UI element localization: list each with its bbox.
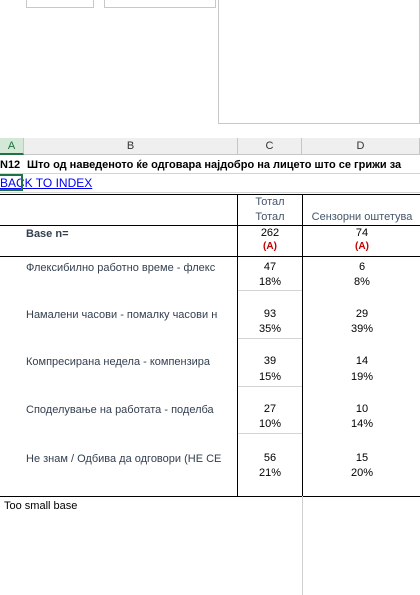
active-cell-border xyxy=(0,174,23,191)
column-header-b[interactable]: B xyxy=(24,138,238,155)
row-label: Флексибилно работно време - флекс xyxy=(26,262,216,274)
row-c-pct: 18% xyxy=(258,276,282,288)
row-label: Споделување на работата - поделба xyxy=(26,404,214,416)
row-c-count: 47 xyxy=(263,261,277,273)
row-d-pct: 39% xyxy=(350,323,374,335)
footnote-too-small-base: Too small base xyxy=(4,500,78,512)
header-segment-d: Сензорни оштетува xyxy=(311,211,413,223)
base-label: Base n= xyxy=(26,228,69,240)
column-header-a[interactable]: A xyxy=(0,138,24,155)
row-d-pct: 14% xyxy=(350,418,374,430)
column-header-c[interactable]: C xyxy=(238,138,302,155)
embedded-chart-frame[interactable] xyxy=(218,0,420,124)
row-d-pct: 19% xyxy=(350,371,374,383)
row-c-count: 93 xyxy=(263,308,277,320)
row-c-pct: 35% xyxy=(258,323,282,335)
row-d-pct: 20% xyxy=(350,467,374,479)
back-to-index-link[interactable]: BACK TO INDEX xyxy=(0,176,93,190)
column-header-d[interactable]: D xyxy=(302,138,420,155)
embedded-object-2[interactable] xyxy=(104,0,216,8)
row-label: Намалени часови - помалку часови н xyxy=(26,309,218,321)
row-d-count: 29 xyxy=(355,308,369,320)
question-code[interactable]: N12 xyxy=(0,159,21,171)
row-d-count: 6 xyxy=(358,261,366,273)
row-c-count: 56 xyxy=(263,452,277,464)
row-d-count: 15 xyxy=(355,452,369,464)
base-total-d: 74 xyxy=(355,227,369,239)
header-total-c-row1: Тотал xyxy=(255,196,285,208)
question-text[interactable]: Што од наведеното ќе одговара најдобро на лицето што се грижи за xyxy=(27,159,402,171)
row-c-count: 39 xyxy=(263,355,277,367)
row-c-pct: 15% xyxy=(258,371,282,383)
row-d-pct: 8% xyxy=(354,276,370,288)
base-letter-c: (A) xyxy=(263,241,277,252)
header-total-c-row2: Тотал xyxy=(255,211,285,223)
row-c-pct: 21% xyxy=(258,467,282,479)
embedded-object-1[interactable] xyxy=(26,0,94,8)
row-d-count: 14 xyxy=(355,355,369,367)
row-label: Компресирана недела - компензира xyxy=(26,356,211,368)
row-c-count: 27 xyxy=(263,403,277,415)
base-letter-d: (A) xyxy=(355,241,369,252)
base-total-c: 262 xyxy=(260,227,280,239)
row-c-pct: 10% xyxy=(258,418,282,430)
row-label: Не знам / Одбива да одговори (НЕ СЕ xyxy=(26,453,222,465)
row-d-count: 10 xyxy=(355,403,369,415)
